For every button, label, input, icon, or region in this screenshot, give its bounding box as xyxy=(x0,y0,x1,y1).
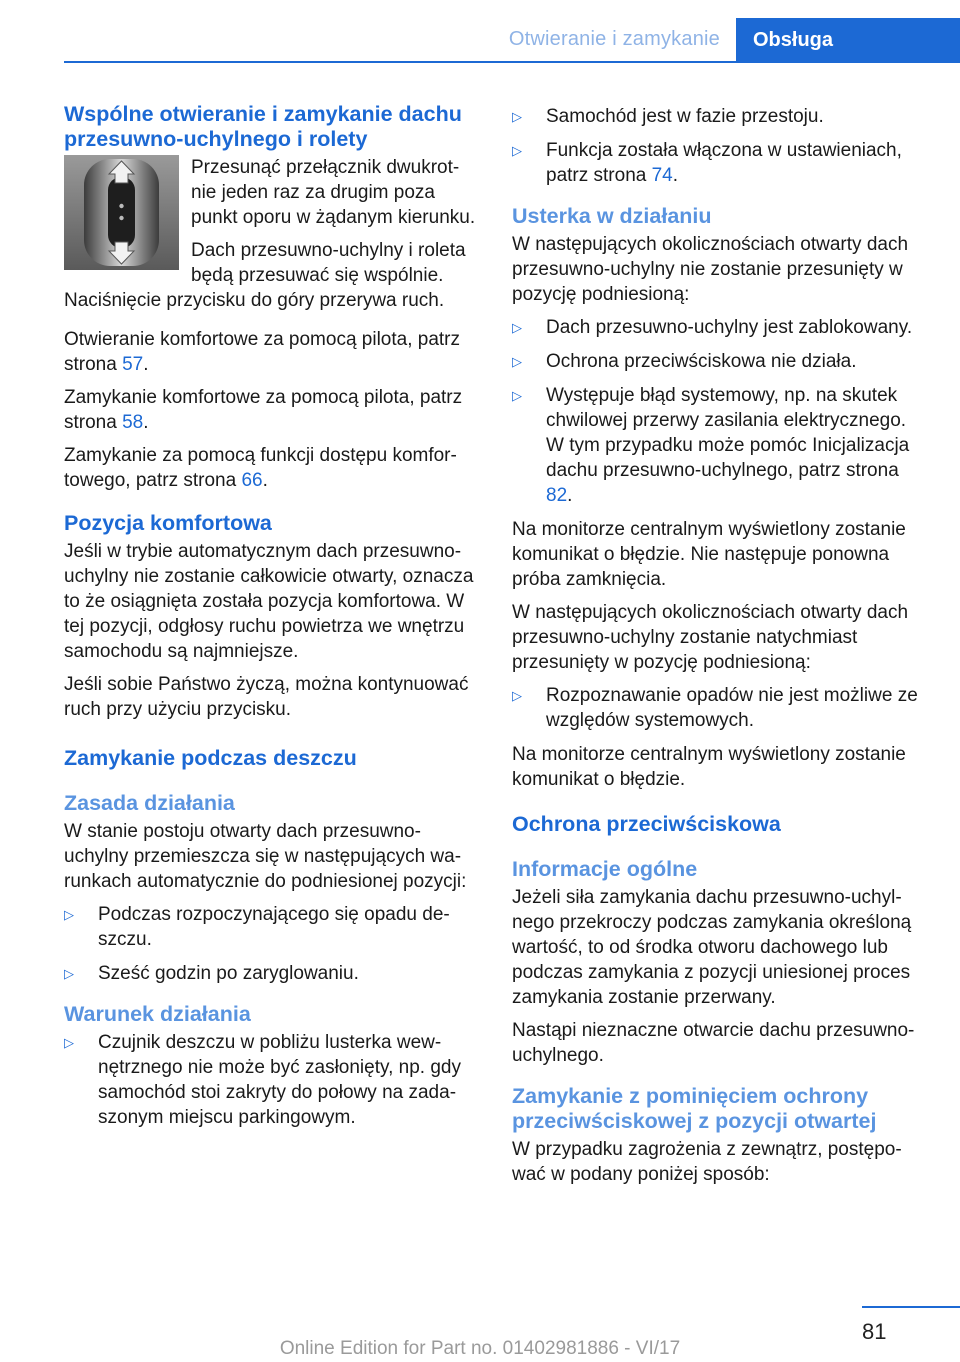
list-item: ▷ Podczas rozpoczynającego się opadu deszczu. xyxy=(64,904,450,950)
switch-illustration xyxy=(64,155,179,270)
page-link-57[interactable]: 57 xyxy=(122,354,144,375)
subheading-condition: Warunek działania xyxy=(64,1002,251,1026)
paragraph: W stanie postoju otwarty dach przesuwno-uchylny przemieszcza się w następujących warunkach automatycznie do podniesionej pozycji: xyxy=(64,821,467,892)
heading-comfort-position: Pozycja komfortowa xyxy=(64,511,272,535)
list xyxy=(64,902,478,986)
subheading-malfunction: Usterka w działaniu xyxy=(512,204,712,228)
list-item: ▷ Sześć godzin po zaryglowaniu. xyxy=(64,963,359,984)
list-item: ▷ Rozpoznawanie opadów nie jest możliwe ze względów systemowych. xyxy=(512,685,918,731)
header-section-title: Otwieranie i zamykanie xyxy=(508,28,720,50)
list xyxy=(512,683,926,733)
list-item: ▷ Samochód jest w fazie przestoju. xyxy=(512,106,824,127)
paragraph: Zamykanie za pomocą funkcji dostępu komfortowego, patrz strona 66. xyxy=(64,445,457,491)
subheading-principle: Zasada działania xyxy=(64,791,235,815)
list xyxy=(64,1030,478,1130)
paragraph: Na monitorze centralnym wyświetlony zostanie komunikat o błędzie. xyxy=(512,744,906,790)
list-item: ▷ Czujnik deszczu w pobliżu lusterka wewnętrznego nie może być zasłonięty, np. gdy samochód stoi zakryty do połowy na zadaszonym miejscu parkingowym. xyxy=(64,1032,461,1128)
paragraph: Jeżeli siła zamykania dachu przesuwno-uchylnego przekroczy podczas zamykania określoną wartość, to od środka otworu dachowego lub podczas zamykania z pozycji uniesionej proces zamykania zostanie przerwany. xyxy=(512,887,912,1008)
page-link-66[interactable]: 66 xyxy=(241,470,263,491)
list-item: ▷ Dach przesuwno-uchylny jest zablokowany. xyxy=(512,317,913,338)
triangle-bullet-icon: ▷ xyxy=(64,1035,74,1050)
list-item: ▷ Funkcja została włączona w ustawieniach, patrz strona 74. xyxy=(512,140,902,186)
triangle-bullet-icon: ▷ xyxy=(512,688,522,703)
paragraph: Jeśli w trybie automatycznym dach przesuwno-uchylny nie zostanie całkowicie otwarty, oznacza to że osiągnięta została pozycja komfortowa. W tej pozycji, odgłosy ruchu powietrza we wnętrzu samochodu są najmniejsze. xyxy=(64,541,474,662)
header-chapter-tab: Obsługa xyxy=(736,18,960,63)
paragraph: Przesunąć przełącznik dwukrotnie jeden raz za drugim poza punkt oporu w żądanym kierunku. xyxy=(191,157,476,228)
subheading-general-info: Informacje ogólne xyxy=(512,857,698,881)
page-number: 81 xyxy=(862,1319,887,1344)
footer-edition: Online Edition for Part no. 01402981886 - VI/17 xyxy=(279,1338,681,1359)
triangle-bullet-icon: ▷ xyxy=(512,320,522,335)
paragraph: W przypadku zagrożenia z zewnątrz, postępować w podany poniżej sposób: xyxy=(512,1139,902,1185)
paragraph: Otwieranie komfortowe za pomocą pilota, patrz strona 57. xyxy=(64,329,461,375)
page-link-82[interactable]: 82 xyxy=(546,485,568,506)
page-number-rule xyxy=(862,1306,960,1308)
page-link-74[interactable]: 74 xyxy=(651,165,673,186)
list-item: ▷ Występuje błąd systemowy, np. na skutek chwilowej przerwy zasilania elektrycznego. W tym przypadku może pomóc Inicjalizacja dachu przesuwno-uchylnego, patrz strona 82. xyxy=(512,385,910,506)
subheading-override-closing: Zamykanie z pominięciem ochrony przeciwściskowej z pozycji otwartej xyxy=(512,1084,877,1133)
heading-rain-closing: Zamykanie podczas deszczu xyxy=(64,746,357,770)
triangle-bullet-icon: ▷ xyxy=(512,388,522,403)
paragraph: W następujących okolicznościach otwarty dach przesuwno-uchylny zostanie natychmiast przesunięty w pozycję podniesioną: xyxy=(512,602,909,673)
heading-joint-operation: Wspólne otwieranie i zamykanie dachu przesuwno-uchylnego i rolety xyxy=(64,102,462,151)
triangle-bullet-icon: ▷ xyxy=(512,109,522,124)
paragraph: W następujących okolicznościach otwarty dach przesuwno-uchylny nie zostanie przesunięty w pozycję podniesioną: xyxy=(512,234,909,305)
paragraph: Dach przesuwno-uchylny i roleta będą przesuwać się wspólnie. Naciśnięcie przycisku do góry przerywa ruch. xyxy=(64,240,466,311)
paragraph: Nastąpi nieznaczne otwarcie dachu przesuwno-uchylnego. xyxy=(512,1020,915,1066)
triangle-bullet-icon: ▷ xyxy=(64,966,74,981)
right-column xyxy=(512,100,926,1195)
paragraph: Zamykanie komfortowe za pomocą pilota, patrz strona 58. xyxy=(64,387,463,433)
triangle-bullet-icon: ▷ xyxy=(512,143,522,158)
list xyxy=(512,104,926,188)
triangle-bullet-icon: ▷ xyxy=(512,354,522,369)
list-item: ▷ Ochrona przeciwściskowa nie działa. xyxy=(512,351,857,372)
heading-anti-pinch: Ochrona przeciwściskowa xyxy=(512,812,781,836)
paragraph: Na monitorze centralnym wyświetlony zostanie komunikat o błędzie. Nie następuje ponowna próba zamknięcia. xyxy=(512,519,906,590)
page-link-58[interactable]: 58 xyxy=(122,412,144,433)
paragraph: Jeśli sobie Państwo życzą, można kontynuować ruch przy użyciu przycisku. xyxy=(64,674,469,720)
list xyxy=(512,315,926,508)
triangle-bullet-icon: ▷ xyxy=(64,907,74,922)
left-column xyxy=(64,100,478,1139)
